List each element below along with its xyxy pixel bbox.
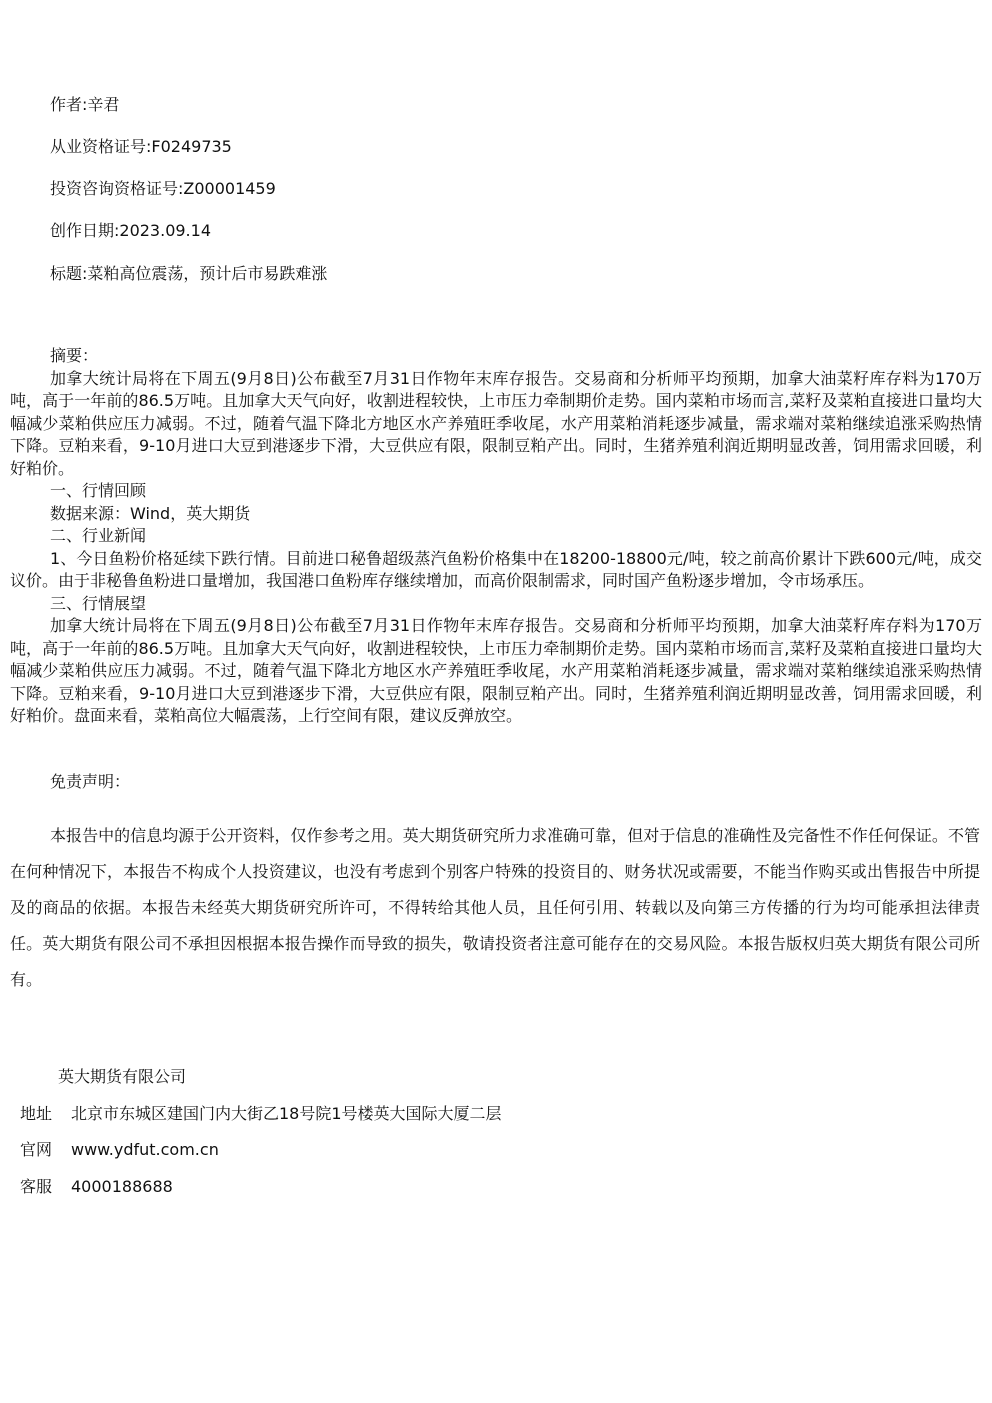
summary-paragraph: 加拿大统计局将在下周五(9月8日)公布截至7月31日作物年末库存报告。交易商和分析师平均预期，加拿大油菜籽库存料为170万吨，高于一年前的86.5万吨。且加拿大天气向好，收割进程较快，上市压力牵制期价走势。国内菜粕市场而言,菜籽及菜粕直接进口量均大幅减少菜粕供应压力减弱。不过，随着气温下降北方地区水产养殖旺季收尾，水产用菜粕消耗逐步减量，需求端对菜粕继续追涨采购热情下降。豆粕来看，9-10月进口大豆到港逐步下滑，大豆供应有限，限制豆粕产出。同时，生猪养殖利润近期明显改善，饲用需求回暖，利好粕价。 bbox=[10, 368, 982, 478]
report-title: 标题:菜粕高位震荡，预计后市易跌难涨 bbox=[50, 264, 328, 283]
company-name: 英大期货有限公司 bbox=[58, 1067, 187, 1086]
date-line: 创作日期:2023.09.14 bbox=[50, 221, 212, 240]
website-row bbox=[20, 1140, 219, 1160]
license-number-line: 从业资格证号:F0249735 bbox=[50, 137, 232, 156]
disclaimer-paragraph: 本报告中的信息均源于公开资料，仅作参考之用。英大期货研究所力求准确可靠，但对于信息的准确性及完备性不作任何保证。不管在何种情况下，本报告不构成个人投资建议，也没有考虑到个别客户特殊的投资目的、财务状况或需要，不能当作购买或出售报告中所提及的商品的依据。本报告未经英大期货研究所许可，不得转给其他人员，且任何引用、转载以及向第三方传播的行为均可能承担法律责任。英大期货有限公司不承担因根据本报告操作而导致的损失，敬请投资者注意可能存在的交易风险。本报告版权归英大期货有限公司所有。 bbox=[10, 826, 980, 989]
service-label: 客服 bbox=[20, 1177, 53, 1196]
service-row bbox=[20, 1177, 173, 1197]
section-heading-outlook: 三、行情展望 bbox=[50, 593, 147, 613]
section-heading-news: 二、行业新闻 bbox=[50, 526, 147, 545]
data-source: 数据来源：Wind，英大期货 bbox=[50, 503, 251, 523]
section-heading-review: 一、行情回顾 bbox=[50, 481, 147, 500]
report-body bbox=[10, 345, 982, 728]
website-label: 官网 bbox=[20, 1140, 53, 1159]
advisory-number-line: 投资咨询资格证号:Z00001459 bbox=[50, 179, 276, 198]
address-row bbox=[20, 1104, 502, 1124]
disclaimer-heading: 免责声明： bbox=[50, 772, 131, 791]
outlook-paragraph: 加拿大统计局将在下周五(9月8日)公布截至7月31日作物年末库存报告。交易商和分析师平均预期，加拿大油菜籽库存料为170万吨，高于一年前的86.5万吨。且加拿大天气向好，收割进程较快，上市压力牵制期价走势。国内菜粕市场而言,菜籽及菜粕直接进口量均大幅减少菜粕供应压力减弱。不过，随着气温下降北方地区水产养殖旺季收尾，水产用菜粕消耗逐步减量，需求端对菜粕继续追涨采购热情下降。豆粕来看，9-10月进口大豆到港逐步下滑，大豆供应有限，限制豆粕产出。同时，生猪养殖利润近期明显改善，饲用需求回暖，利好粕价。盘面来看，菜粕高位大幅震荡，上行空间有限，建议反弹放空。 bbox=[10, 616, 982, 725]
news-paragraph: 1、今日鱼粉价格延续下跌行情。目前进口秘鲁超级蒸汽鱼粉价格集中在18200-18800元/吨，较之前高价累计下跌600元/吨，成交议价。由于非秘鲁鱼粉进口量增加，我国港口鱼粉库存继续增加，而高价限制需求，同时国产鱼粉逐步增加，令市场承压。 bbox=[10, 548, 982, 590]
website-link[interactable]: www.ydfut.com.cn bbox=[71, 1140, 219, 1159]
author-line: 作者:辛君 bbox=[50, 95, 120, 114]
address-value: 北京市东城区建国门内大街乙18号院1号楼英大国际大厦二层 bbox=[71, 1104, 502, 1123]
address-label: 地址 bbox=[20, 1104, 53, 1123]
service-phone: 4000188688 bbox=[71, 1177, 173, 1196]
summary-label: 摘要： bbox=[50, 346, 99, 365]
